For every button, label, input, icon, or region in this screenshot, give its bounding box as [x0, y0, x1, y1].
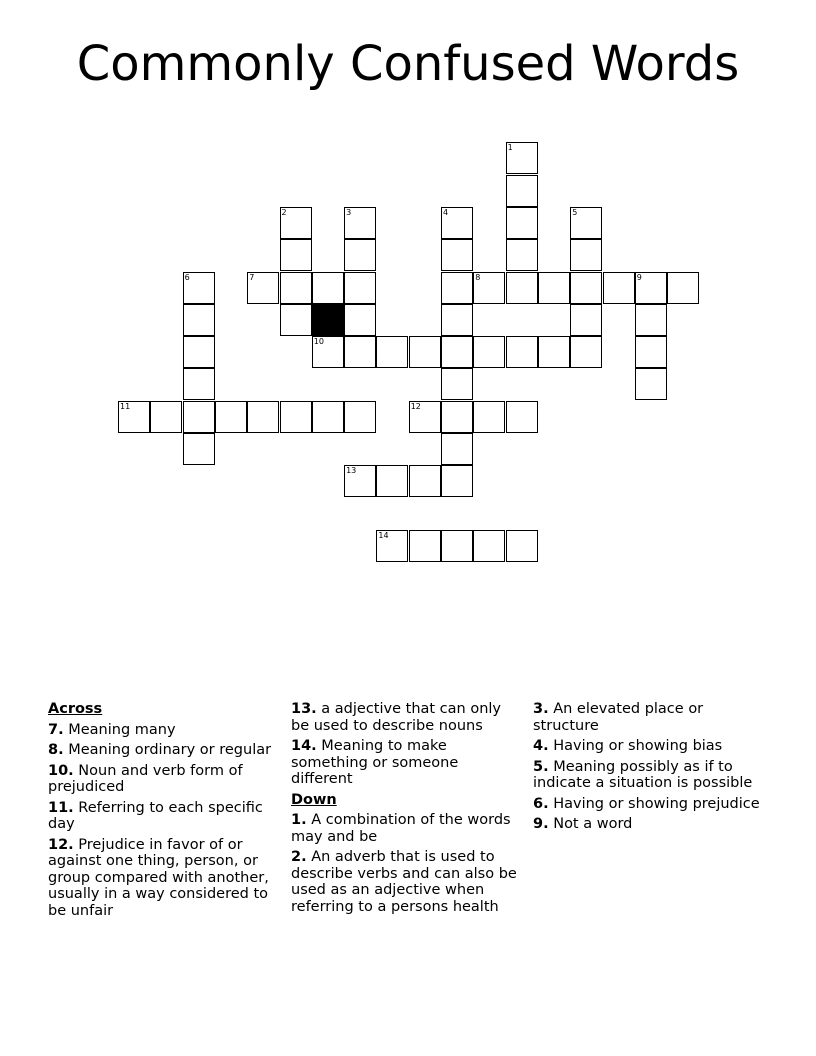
- clue-number: 4: [443, 207, 449, 217]
- grid-cell[interactable]: [441, 207, 473, 239]
- grid-cell[interactable]: [280, 239, 312, 271]
- grid-cell[interactable]: [409, 401, 441, 433]
- grid-cell[interactable]: [376, 336, 408, 368]
- down-clue-2: 2. An adverb that is used to describe verbs and can also be used as an adjective when referring to a persons health: [291, 849, 517, 915]
- grid-cell[interactable]: [570, 272, 602, 304]
- across-clue-10: 10. Noun and verb form of prejudiced: [48, 762, 243, 795]
- clue-number: 9: [636, 272, 642, 282]
- grid-cell[interactable]: [473, 336, 505, 368]
- down-clue-9: 9. Not a word: [533, 816, 633, 832]
- grid-block: [312, 304, 344, 336]
- puzzle-title: Commonly Confused Words: [76, 36, 740, 92]
- grid-cell[interactable]: [247, 272, 279, 304]
- grid-cell[interactable]: [570, 207, 602, 239]
- grid-cell[interactable]: [344, 304, 376, 336]
- grid-cell[interactable]: [312, 336, 344, 368]
- down-clue-6: 6. Having or showing prejudice: [533, 795, 760, 812]
- grid-cell[interactable]: [506, 530, 538, 562]
- clue-number: 13: [346, 466, 357, 476]
- grid-cell[interactable]: [473, 272, 505, 304]
- grid-cell[interactable]: [506, 175, 538, 207]
- grid-cell[interactable]: [441, 530, 473, 562]
- grid-cell[interactable]: [441, 304, 473, 336]
- grid-cell[interactable]: [344, 272, 376, 304]
- grid-cell[interactable]: [280, 304, 312, 336]
- down-clue-3: 3. An elevated place or structure: [533, 701, 704, 734]
- down-clue-1: 1. A combination of the words may and be: [291, 812, 511, 845]
- grid-cell[interactable]: [635, 272, 667, 304]
- clue-number: 11: [120, 401, 131, 411]
- grid-cell[interactable]: [376, 530, 408, 562]
- across-clue-12: 12. Prejudice in favor of or against one thing, person, or group compared with another, usually in a way considered to be unfair: [48, 836, 269, 919]
- clue-number: 6: [184, 272, 190, 282]
- grid-cell[interactable]: [538, 336, 570, 368]
- grid-cell[interactable]: [376, 465, 408, 497]
- across-clue-13: 13. a adjective that can only be used to describe nouns: [291, 701, 502, 734]
- grid-cell[interactable]: [215, 401, 247, 433]
- grid-cell[interactable]: [506, 207, 538, 239]
- grid-cell[interactable]: [506, 142, 538, 174]
- across-clue-7: 7. Meaning many: [48, 721, 176, 738]
- grid-cell[interactable]: [344, 336, 376, 368]
- grid-cell[interactable]: [150, 401, 182, 433]
- grid-cell[interactable]: [570, 239, 602, 271]
- grid-cell[interactable]: [409, 336, 441, 368]
- clue-number: 1: [507, 143, 513, 153]
- grid-cell[interactable]: [344, 207, 376, 239]
- grid-cell[interactable]: [635, 368, 667, 400]
- clue-number: 8: [475, 272, 481, 282]
- grid-cell[interactable]: [344, 465, 376, 497]
- grid-cell[interactable]: [409, 465, 441, 497]
- grid-cell[interactable]: [441, 239, 473, 271]
- clue-number: 3: [346, 207, 352, 217]
- grid-cell[interactable]: [247, 401, 279, 433]
- clue-column-2: [291, 701, 523, 919]
- down-clue-5: 5. Meaning possibly as if to indicate a situation is possible: [533, 758, 753, 791]
- grid-cell[interactable]: [183, 401, 215, 433]
- grid-cell[interactable]: [344, 239, 376, 271]
- grid-cell[interactable]: [667, 272, 699, 304]
- clue-number: 12: [410, 401, 421, 411]
- grid-cell[interactable]: [506, 401, 538, 433]
- grid-cell[interactable]: [473, 401, 505, 433]
- clue-number: 7: [249, 272, 255, 282]
- grid-cell[interactable]: [441, 272, 473, 304]
- grid-cell[interactable]: [441, 401, 473, 433]
- grid-cell[interactable]: [280, 401, 312, 433]
- grid-cell[interactable]: [570, 304, 602, 336]
- grid-cell[interactable]: [183, 336, 215, 368]
- grid-cell[interactable]: [635, 336, 667, 368]
- grid-cell[interactable]: [473, 530, 505, 562]
- clue-number: 14: [378, 530, 389, 540]
- grid-cell[interactable]: [441, 433, 473, 465]
- grid-cell[interactable]: [344, 401, 376, 433]
- grid-cell[interactable]: [312, 401, 344, 433]
- grid-cell[interactable]: [506, 336, 538, 368]
- grid-cell[interactable]: [280, 207, 312, 239]
- clue-number: 10: [313, 337, 324, 347]
- grid-cell[interactable]: [409, 530, 441, 562]
- clue-number: 2: [281, 207, 287, 217]
- grid-cell[interactable]: [312, 272, 344, 304]
- across-clue-11: 11. Referring to each specific day: [48, 799, 263, 832]
- across-clue-8: 8. Meaning ordinary or regular: [48, 742, 272, 758]
- grid-cell[interactable]: [635, 304, 667, 336]
- grid-cell[interactable]: [506, 239, 538, 271]
- grid-cell[interactable]: [183, 272, 215, 304]
- grid-cell[interactable]: [183, 368, 215, 400]
- grid-cell[interactable]: [441, 368, 473, 400]
- grid-cell[interactable]: [441, 336, 473, 368]
- clue-number: 5: [572, 207, 578, 217]
- clue-column-1: [48, 701, 280, 923]
- grid-cell[interactable]: [506, 272, 538, 304]
- grid-cell[interactable]: [118, 401, 150, 433]
- grid-cell[interactable]: [570, 336, 602, 368]
- grid-cell[interactable]: [280, 272, 312, 304]
- grid-cell[interactable]: [538, 272, 570, 304]
- clue-column-3: [533, 701, 765, 837]
- grid-cell[interactable]: [183, 433, 215, 465]
- across-clue-14: 14. Meaning to make something or someone different: [291, 738, 459, 787]
- grid-cell[interactable]: [441, 465, 473, 497]
- across-heading: Across: [48, 701, 103, 717]
- down-clue-4: 4. Having or showing bias: [533, 738, 723, 754]
- grid-cell[interactable]: [603, 272, 635, 304]
- grid-cell[interactable]: [183, 304, 215, 336]
- down-heading: Down: [291, 791, 337, 808]
